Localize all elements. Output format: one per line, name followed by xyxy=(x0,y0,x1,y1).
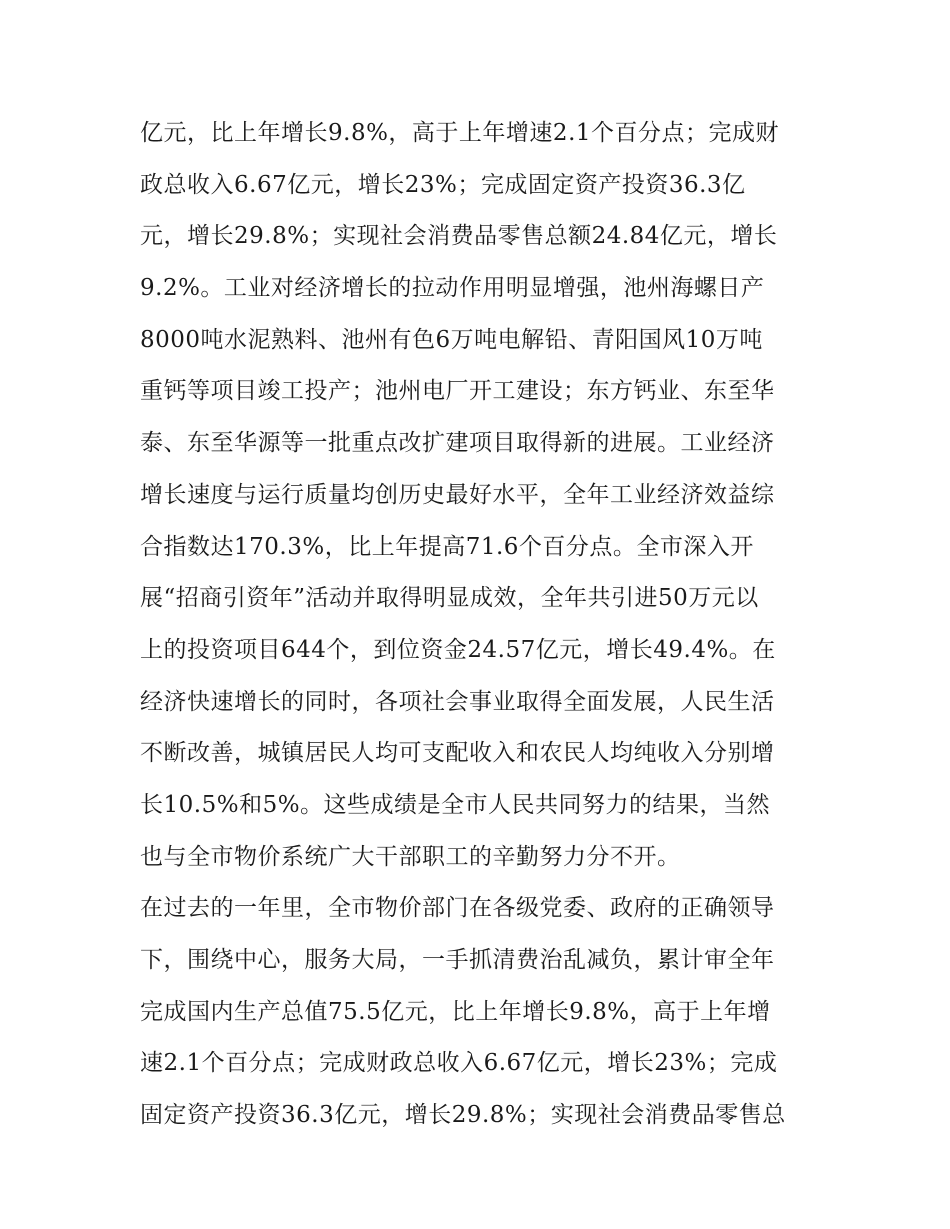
text-line: 政总收入6.67亿元，增长23%；完成固定资产投资36.3亿 xyxy=(140,171,746,198)
text-line: 亿元，比上年增长9.8%，高于上年增速2.1个百分点；完成财 xyxy=(140,120,780,146)
text-line: 增长速度与运行质量均创历史最好水平，全年工业经济效益综 xyxy=(140,481,775,508)
text-line: 合指数达170.3%，比上年提高71.6个百分点。全市深入开 xyxy=(140,533,754,560)
text-line: 8000吨水泥熟料、池州有色6万吨电解铅、青阳国风10万吨 xyxy=(140,326,763,353)
text-line: 固定资产投资36.3亿元，增长29.8%；实现社会消费品零售总 xyxy=(140,1102,786,1129)
text-line: 不断改善，城镇居民人均可支配收入和农民人均纯收入分别增 xyxy=(140,740,775,767)
text-line: 速2.1个百分点；完成财政总收入6.67亿元，增长23%；完成 xyxy=(140,1050,778,1077)
text-line: 下，围绕中心，服务大局，一手抓清费治乱减负，累计审全年 xyxy=(140,947,775,973)
text-line: 元，增长29.8%；实现社会消费品零售总额24.84亿元，增长 xyxy=(140,223,778,250)
text-line: 重钙等项目竣工投产；池州电厂开工建设；东方钙业、东至华 xyxy=(140,378,775,405)
text-line: 在过去的一年里，全市物价部门在各级党委、政府的正确领导 xyxy=(140,895,775,922)
text-line: 展“招商引资年”活动并取得明显成效，全年共引进50万元以 xyxy=(140,585,759,612)
text-line: 长10.5%和5%。这些成绩是全市人民共同努力的结果，当然 xyxy=(140,791,771,818)
text-line: 9.2%。工业对经济增长的拉动作用明显增强，池州海螺日产 xyxy=(140,275,765,302)
text-line: 上的投资项目644个，到位资金24.57亿元，增长49.4%。在 xyxy=(140,636,776,663)
text-line: 经济快速增长的同时，各项社会事业取得全面发展，人民生活 xyxy=(140,688,775,715)
text-line: 也与全市物价系统广大干部职工的辛勤努力分不开。 xyxy=(140,843,681,870)
text-line: 完成国内生产总值75.5亿元，比上年增长9.8%，高于上年增 xyxy=(140,998,771,1025)
body-text xyxy=(140,108,820,1142)
text-line: 泰、东至华源等一批重点改扩建项目取得新的进展。工业经济 xyxy=(140,430,775,457)
